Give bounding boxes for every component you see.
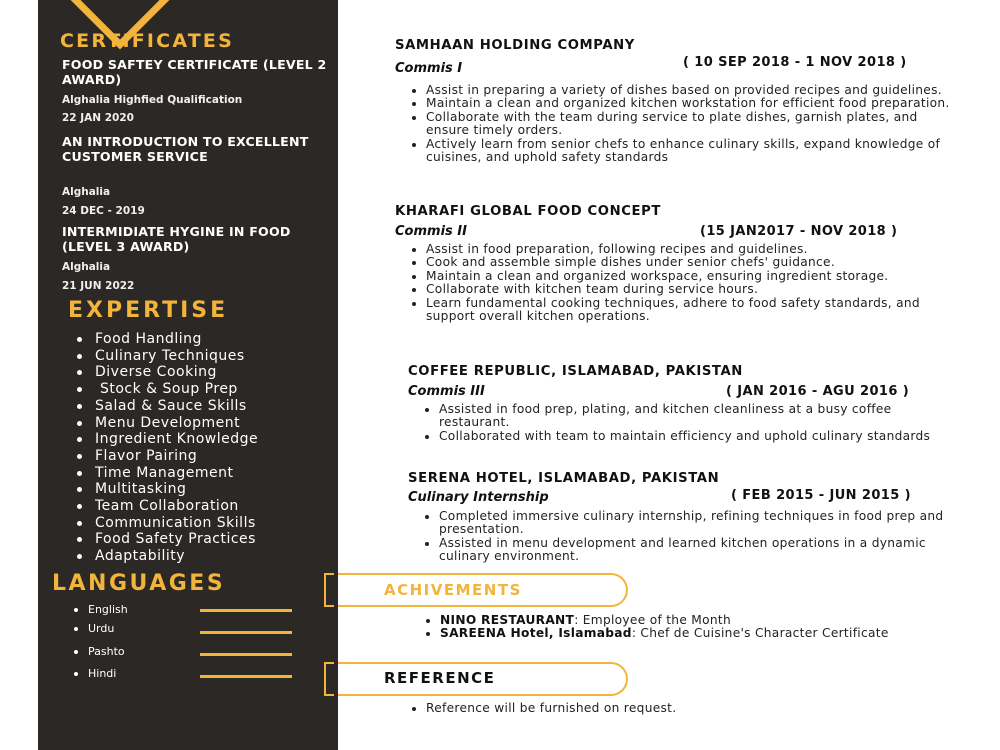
expertise-heading: EXPERTISE <box>68 298 229 323</box>
duty-item: Collaborate with kitchen team during service hours. <box>410 283 950 296</box>
expertise-item: Communication Skills <box>76 515 258 532</box>
certificate-issuer: Alghalia Highfied Qualification <box>62 94 243 106</box>
job-role: Commis III <box>408 384 485 399</box>
duty-item: Assist in food preparation, following recipes and guidelines. <box>410 243 950 256</box>
duty-item: Actively learn from senior chefs to enhance culinary skills, expand knowledge of cuisines, and uphold safety standards <box>410 138 960 165</box>
achievements-tab-decoration <box>324 573 334 607</box>
expertise-item: Culinary Techniques <box>76 348 258 365</box>
duty-item: Learn fundamental cooking techniques, adhere to food safety standards, and support overall kitchen operations. <box>410 297 950 324</box>
languages-list <box>74 603 304 687</box>
language-name: Hindi <box>88 667 117 680</box>
expertise-item: Flavor Pairing <box>76 448 258 465</box>
expertise-item: Adaptability <box>76 548 258 565</box>
job-duties <box>410 84 960 164</box>
expertise-list <box>76 331 258 565</box>
language-level-bar <box>200 675 292 678</box>
bullet-icon <box>74 672 78 676</box>
achievements-list <box>424 614 984 641</box>
language-name: English <box>88 603 128 616</box>
expertise-item: Stock & Soup Prep <box>76 381 258 398</box>
reference-tab-decoration <box>324 662 334 696</box>
language-level-bar <box>200 609 292 612</box>
certificate-issuer: Alghalia <box>62 261 111 273</box>
company-name: SERENA HOTEL, ISLAMABAD, PAKISTAN <box>408 471 720 486</box>
certificate-date: 21 JUN 2022 <box>62 280 135 292</box>
achievement-place: SAREENA Hotel, Islamabad <box>440 626 632 641</box>
certificate-issuer: Alghalia <box>62 186 111 198</box>
language-item <box>74 667 304 687</box>
company-name: KHARAFI GLOBAL FOOD CONCEPT <box>395 204 661 219</box>
certificate-title: FOOD SAFTEY CERTIFICATE (LEVEL 2 AWARD) <box>62 57 327 87</box>
achievement-item <box>424 614 984 627</box>
language-level-bar <box>200 653 292 656</box>
job-role: Culinary Internship <box>408 490 549 505</box>
bullet-icon <box>74 627 78 631</box>
certificate-title: INTERMIDIATE HYGINE IN FOOD (LEVEL 3 AWARD) <box>62 224 291 254</box>
language-item <box>74 645 304 667</box>
language-item <box>74 622 304 645</box>
job-duties <box>410 243 950 323</box>
job-dates: (15 JAN2017 - NOV 2018 ) <box>700 224 898 239</box>
achievement-detail: : Chef de Cuisine's Character Certificate <box>631 626 889 641</box>
reference-list <box>410 702 950 715</box>
achievement-detail: : Employee of the Month <box>574 613 731 627</box>
language-level-bar <box>200 631 292 634</box>
expertise-item: Time Management <box>76 465 258 482</box>
expertise-item: Menu Development <box>76 415 258 432</box>
duty-item: Completed immersive culinary internship, refining techniques in food prep and presentation. <box>423 510 963 537</box>
job-dates: ( 10 SEP 2018 - 1 NOV 2018 ) <box>683 55 907 70</box>
sidebar <box>38 0 338 750</box>
duty-item: Maintain a clean and organized kitchen workstation for efficient food preparation. <box>410 97 960 110</box>
main-content <box>338 0 1000 750</box>
certificates-heading: CERTIFICATES <box>60 30 234 52</box>
company-name: COFFEE REPUBLIC, ISLAMABAD, PAKISTAN <box>408 364 743 379</box>
expertise-item: Diverse Cooking <box>76 364 258 381</box>
job-dates: ( FEB 2015 - JUN 2015 ) <box>731 488 911 503</box>
job-role: Commis II <box>395 224 467 239</box>
job-duties <box>423 510 963 564</box>
languages-heading: LANGUAGES <box>52 571 226 596</box>
reference-item: Reference will be furnished on request. <box>410 702 950 715</box>
duty-item: Collaborated with team to maintain efficiency and uphold culinary standards <box>423 430 953 443</box>
expertise-item: Multitasking <box>76 481 258 498</box>
language-item <box>74 603 304 622</box>
language-name: Pashto <box>88 645 125 658</box>
duty-item: Assisted in menu development and learned kitchen operations in a dynamic culinary environment. <box>423 537 963 564</box>
job-role: Commis I <box>395 61 463 76</box>
certificate-date: 24 DEC - 2019 <box>62 205 145 217</box>
expertise-item: Team Collaboration <box>76 498 258 515</box>
language-name: Urdu <box>88 622 115 635</box>
bullet-icon <box>74 650 78 654</box>
duty-item: Assist in preparing a variety of dishes based on provided recipes and guidelines. <box>410 84 960 97</box>
certificate-title: AN INTRODUCTION TO EXCELLENT CUSTOMER SERVICE <box>62 134 309 164</box>
certificate-date: 22 JAN 2020 <box>62 112 134 124</box>
expertise-item: Salad & Sauce Skills <box>76 398 258 415</box>
reference-heading: REFERENCE <box>384 669 496 687</box>
bullet-icon <box>74 608 78 612</box>
expertise-item: Food Handling <box>76 331 258 348</box>
job-duties <box>423 403 953 443</box>
expertise-item: Food Safety Practices <box>76 531 258 548</box>
duty-item: Maintain a clean and organized workspace, ensuring ingredient storage. <box>410 270 950 283</box>
achievement-item <box>424 627 984 640</box>
expertise-item: Ingredient Knowledge <box>76 431 258 448</box>
company-name: SAMHAAN HOLDING COMPANY <box>395 38 635 53</box>
achievement-place: NINO RESTAURANT <box>440 613 575 627</box>
duty-item: Collaborate with the team during service to plate dishes, garnish plates, and ensure timely orders. <box>410 111 960 138</box>
duty-item: Assisted in food prep, plating, and kitchen cleanliness at a busy coffee restaurant. <box>423 403 953 430</box>
job-dates: ( JAN 2016 - AGU 2016 ) <box>726 384 910 399</box>
achievements-heading: ACHIVEMENTS <box>384 581 522 599</box>
duty-item: Cook and assemble simple dishes under senior chefs' guidance. <box>410 256 950 269</box>
